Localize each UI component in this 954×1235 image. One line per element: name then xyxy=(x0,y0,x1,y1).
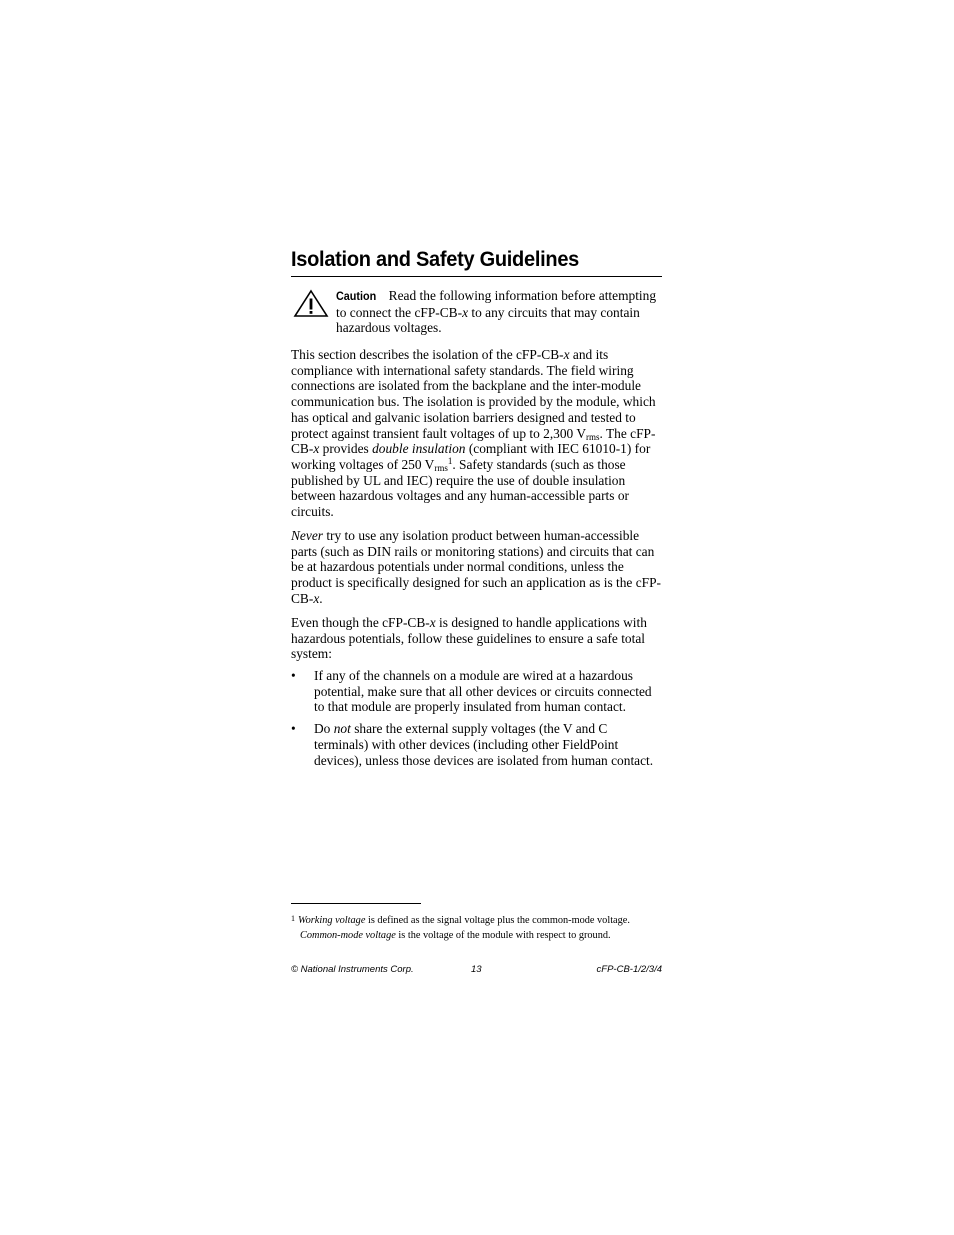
paragraph-isolation: This section describes the isolation of the cFP-CB-x and its compliance with international safety standards. The field wiring connections are isolated from the backplane and the inter-module communication bus. The isolation is provided by the module, which has optical and galvanic isolation barriers designed and tested to protect against transient fault voltages of up to 2,300 $V_{rms}$. The cFP-CB-x provides double insulation (compliant with IEC 61010-1) for working voltages of 250 $V_{rms}^1$. Safety standards (such as those published by UL and IEC) require the use of double insulation between hazardous voltages and any human-accessible parts or circuits. xyxy=(291,347,656,520)
footer-document-id: cFP-CB-1/2/3/4 xyxy=(596,964,662,975)
page-number: 13 xyxy=(471,964,482,975)
heading-rule xyxy=(291,276,662,277)
caution-text-part: to any circuits that may contain hazardous voltages. xyxy=(336,304,640,336)
paragraph-never: Never try to use any isolation product between human-accessible parts (such as DIN rails or monitoring stations) and circuits that can be at hazardous potentials under normal conditions, unless the product is specifically designed for such an application as is the cFP-CB-x. xyxy=(291,528,662,606)
footer-copyright: © National Instruments Corp. xyxy=(291,964,414,975)
page-title: Isolation and Safety Guidelines xyxy=(291,247,580,271)
bullet-marker: • xyxy=(291,721,296,737)
caution-text xyxy=(336,288,662,336)
paragraph-guidelines-intro: Even though the cFP-CB-x is designed to handle applications with hazardous potentials, follow these guidelines to ensure a safe total system: xyxy=(291,615,647,662)
list-item: • Do not share the external supply voltages (the V and C terminals) with other devices (including other FieldPoint devices), unless those devices are isolated from human contact. xyxy=(291,721,654,768)
caution-text-variable: x xyxy=(462,304,469,320)
list-item: • If any of the channels on a module are wired at a hazardous potential, make sure that all other devices or circuits connected to that module are properly insulated from human contact. xyxy=(291,668,652,715)
caution-label: Caution xyxy=(336,289,377,303)
footnote-rule xyxy=(291,903,421,904)
footnote-ref: 1 xyxy=(447,455,453,466)
warning-triangle-icon xyxy=(293,289,329,319)
page-footer xyxy=(291,964,662,978)
bullet-marker: • xyxy=(291,668,296,683)
footnote-number: 1 xyxy=(291,914,295,923)
guidelines-list xyxy=(291,668,662,774)
footnote: 1 Working voltage is defined as the signal voltage plus the common-mode voltage. Common-mode voltage is the voltage of the module with respect to ground. xyxy=(291,914,630,941)
caution-text-part: Read the following information before attempting to connect the cFP-CB- xyxy=(336,288,657,320)
